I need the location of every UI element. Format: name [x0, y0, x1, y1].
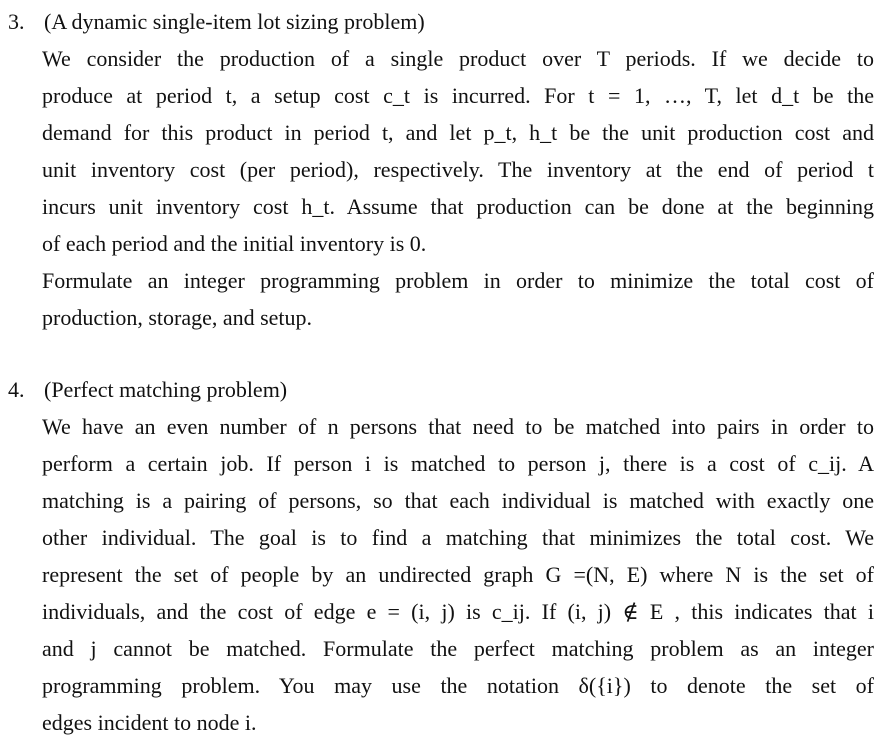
- problem-4-heading: [0, 372, 886, 408]
- problem-3-line-6: of each period and the initial inventory is 0.: [42, 231, 427, 256]
- problem-3-line-1: We consider the production of a single product over T periods. If we decide to: [42, 46, 874, 71]
- problem-4-number: 4.: [8, 377, 25, 402]
- problem-4: [0, 372, 886, 741]
- problem-4-line-9: edges incident to node i.: [42, 710, 257, 735]
- problem-4-line-5: represent the set of people by an undirected graph G =(N, E) where N is the set of: [42, 562, 874, 587]
- problem-4-line-1: We have an even number of n persons that need to be matched into pairs in order to: [42, 414, 874, 439]
- problem-4-line-6: individuals, and the cost of edge e = (i, j) is c_ij. If (i, j) ∉ E , this indicates that i: [42, 599, 874, 624]
- problem-3: [0, 4, 886, 336]
- problem-3-line-3: demand for this product in period t, and let p_t, h_t be the unit production cost and: [42, 120, 874, 145]
- problem-3-line-5: incurs unit inventory cost h_t. Assume that production can be done at the beginning: [42, 194, 874, 219]
- problem-4-line-8: programming problem. You may use the notation δ({i}) to denote the set of: [42, 673, 874, 698]
- problem-3-heading: [0, 4, 886, 40]
- problem-3-title: (A dynamic single-item lot sizing problem): [44, 9, 425, 34]
- problem-4-line-7: and j cannot be matched. Formulate the perfect matching problem as an integer: [42, 636, 874, 661]
- problem-3-number: 3.: [8, 9, 25, 34]
- problem-4-line-3: matching is a pairing of persons, so that each individual is matched with exactly one: [42, 488, 874, 513]
- problem-3-line-8: production, storage, and setup.: [42, 305, 313, 330]
- problem-4-line-4: other individual. The goal is to find a matching that minimizes the total cost. We: [42, 525, 874, 550]
- problem-3-line-4: unit inventory cost (per period), respectively. The inventory at the end of period t: [42, 157, 874, 182]
- problem-3-line-2: produce at period t, a setup cost c_t is incurred. For t = 1, …, T, let d_t be the: [42, 83, 874, 108]
- problem-4-line-2: perform a certain job. If person i is matched to person j, there is a cost of c_ij. A: [42, 451, 874, 476]
- problem-3-line-7: Formulate an integer programming problem in order to minimize the total cost of: [42, 268, 874, 293]
- problem-4-title: (Perfect matching problem): [44, 377, 288, 402]
